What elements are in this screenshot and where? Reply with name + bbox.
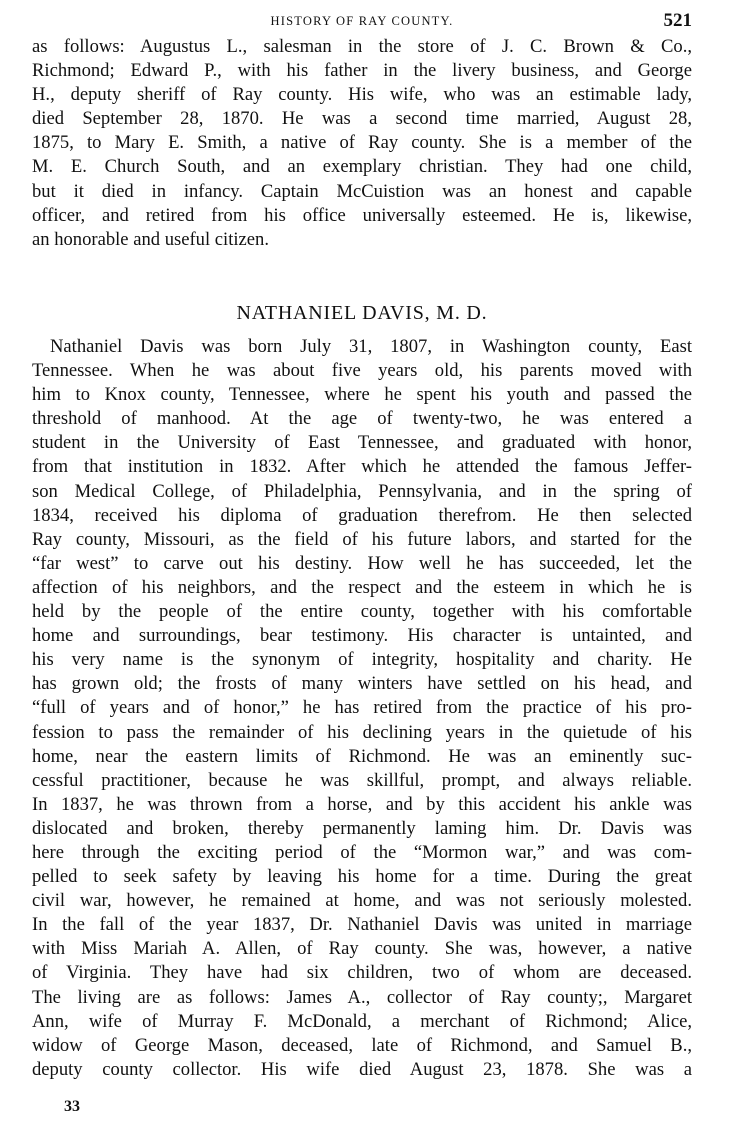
- text-line: deputy county collector. His wife died August 23, 1878. She was a: [32, 1058, 692, 1080]
- text-line: “full of years and of honor,” he has retired from the practice of his pro-: [32, 697, 692, 719]
- page-number: 521: [663, 10, 692, 31]
- text-line: held by the people of the entire county, together with his comfortable: [32, 601, 692, 623]
- text-line: In the fall of the year 1837, Dr. Nathaniel Davis was united in marriage: [32, 914, 692, 936]
- text-line: 1834, received his diploma of graduation therefrom. He then selected: [32, 504, 692, 526]
- text-line: Tennessee. When he was about five years old, his parents moved with: [32, 360, 692, 382]
- text-line: Ann, wife of Murray F. McDonald, a merchant of Richmond; Alice,: [32, 1010, 692, 1032]
- running-title: HISTORY OF RAY COUNTY.: [270, 14, 454, 28]
- text-line: Ray county, Missouri, as the field of his future labors, and started for the: [32, 528, 692, 550]
- page-header: [32, 6, 692, 36]
- text-line: threshold of manhood. At the age of twenty-two, he was entered a: [32, 408, 692, 430]
- text-line: Nathaniel Davis was born July 31, 1807, in Washington county, East: [50, 336, 692, 357]
- text-line: of Virginia. They have had six children, two of whom are deceased.: [32, 962, 692, 984]
- text-line: from that institution in 1832. After which he attended the famous Jeffer-: [32, 456, 692, 478]
- text-line: died September 28, 1870. He was a second time married, August 28,: [32, 108, 692, 130]
- text-line: civil war, however, he remained at home, and was not seriously molested.: [32, 890, 692, 912]
- text-line: “far west” to carve out his destiny. How well he has succeeded, let the: [32, 552, 692, 574]
- text-line: H., deputy sheriff of Ray county. His wife, who was an estimable lady,: [32, 84, 692, 106]
- text-line: son Medical College, of Philadelphia, Pennsylvania, and in the spring of: [32, 480, 692, 502]
- text-line: an honorable and useful citizen.: [32, 228, 269, 250]
- text-line: widow of George Mason, deceased, late of Richmond, and Samuel B.,: [32, 1034, 692, 1056]
- text-line: with Miss Mariah A. Allen, of Ray county. She was, however, a native: [32, 938, 692, 960]
- paragraph-nathaniel-davis: [32, 335, 692, 1082]
- text-line: dislocated and broken, thereby permanently laming him. Dr. Davis was: [32, 817, 692, 839]
- text-line: pelled to seek safety by leaving his home for a time. During the great: [32, 866, 692, 888]
- text-line: The living are as follows: James A., collector of Ray county;, Margaret: [32, 986, 692, 1008]
- paragraph-mccuistion-continued: [32, 35, 692, 252]
- text-line: home and surroundings, bear testimony. His character is untainted, and: [32, 625, 692, 647]
- text-line: student in the University of East Tennessee, and graduated with honor,: [32, 432, 692, 454]
- text-line: In 1837, he was thrown from a horse, and by this accident his ankle was: [32, 793, 692, 815]
- signature-mark: 33: [64, 1098, 80, 1115]
- text-line: officer, and retired from his office universally esteemed. He is, likewise,: [32, 204, 692, 226]
- text-line: has grown old; the frosts of many winters have settled on his head, and: [32, 673, 692, 695]
- text-line: fession to pass the remainder of his declining years in the quietude of his: [32, 721, 692, 743]
- text-line: 1875, to Mary E. Smith, a native of Ray county. She is a member of the: [32, 132, 692, 154]
- text-line: his very name is the synonym of integrity, hospitality and charity. He: [32, 649, 692, 671]
- text-line: Richmond; Edward P., with his father in the livery business, and George: [32, 60, 692, 82]
- text-line: home, near the eastern limits of Richmond. He was an eminently suc-: [32, 745, 692, 767]
- text-line: him to Knox county, Tennessee, where he spent his youth and passed the: [32, 384, 692, 406]
- text-line: but it died in infancy. Captain McCuistion was an honest and capable: [32, 180, 692, 202]
- text-line: M. E. Church South, and an exemplary christian. They had one child,: [32, 156, 692, 178]
- section-heading: NATHANIEL DAVIS, M. D.: [236, 302, 488, 324]
- text-line: cessful practitioner, because he was skillful, prompt, and always reliable.: [32, 769, 692, 791]
- text-line: affection of his neighbors, and the respect and the esteem in which he is: [32, 576, 692, 598]
- text-line: here through the exciting period of the “Mormon war,” and was com-: [32, 841, 692, 863]
- text-line: as follows: Augustus L., salesman in the store of J. C. Brown & Co.,: [32, 36, 692, 57]
